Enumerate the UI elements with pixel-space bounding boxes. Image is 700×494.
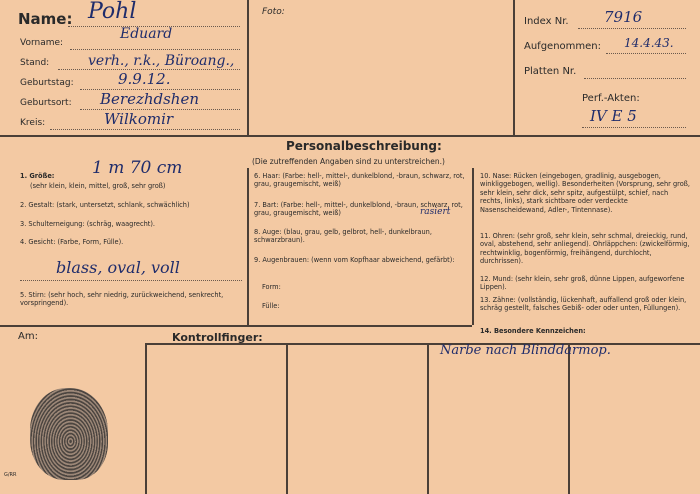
header-bottom-line — [0, 135, 700, 137]
kontrollfinger-label: Kontrollfinger: — [172, 331, 263, 344]
kennzeichen-label: 14. Besondere Kennzeichen: — [480, 327, 586, 335]
kreis-value: Wilkomir — [104, 110, 174, 128]
finger-div-4 — [568, 343, 570, 494]
gesicht-value: blass, oval, voll — [56, 258, 180, 277]
stirn-text: 5. Stirn: (sehr hoch, sehr niedrig, zurückweichend, senkrecht, vorspringend). — [20, 291, 224, 308]
groesse-label: 1. Größe: — [20, 172, 55, 180]
col-divider-1 — [247, 168, 249, 325]
name-value: Pohl — [88, 0, 137, 24]
fingerprint-image — [30, 388, 108, 480]
aufgenommen-line — [606, 53, 686, 54]
section-subtitle: (Die zutreffenden Angaben sind zu unterstreichen.) — [252, 157, 445, 166]
index-label: Index Nr. — [524, 16, 569, 27]
stand-value: verh., r.k., Büroang., — [88, 53, 235, 69]
aufgenommen-label: Aufgenommen: — [524, 41, 601, 52]
stand-label: Stand: — [20, 58, 50, 68]
groesse-options: (sehr klein, klein, mittel, groß, sehr groß) — [30, 182, 166, 190]
finger-div-3 — [427, 343, 429, 494]
form-label: Form: — [262, 283, 281, 291]
kennzeichen-value: Narbe nach Blinddarmop. — [440, 343, 611, 358]
geburtsort-label: Geburtsort: — [20, 98, 72, 108]
ohren-text: 11. Ohren: (sehr groß, sehr klein, sehr schmal, dreieckig, rund, oval, abstehend, sehr anliegend). Ohrläppchen: (zwickelförmig, rechtwinklig, bogenförmig, freihängend, durchlocht, durchrissen). — [480, 232, 690, 266]
schulterneigung-text: 3. Schulterneigung: (schräg, waagrecht). — [20, 220, 156, 228]
col-divider-2 — [472, 168, 474, 325]
pers-akten-line — [582, 127, 686, 128]
groesse-value: 1 m 70 cm — [92, 158, 183, 178]
name-label: Name: — [18, 10, 73, 28]
mund-text: 12. Mund: (sehr klein, sehr groß, dünne Lippen, aufgeworfene Lippen). — [480, 275, 685, 292]
pers-akten-label: Perf.-Akten: — [582, 93, 640, 104]
index-value: 7916 — [604, 8, 643, 26]
pers-akten-value: IV E 5 — [590, 107, 637, 125]
gestalt-text: 2. Gestalt: (stark, untersetzt, schlank, schwächlich) — [20, 201, 190, 209]
finger-div-1 — [145, 343, 147, 494]
kreis-line — [50, 129, 240, 130]
index-line — [578, 28, 686, 29]
geburtsort-value: Berezhdshen — [100, 90, 200, 108]
section-title: Personalbeschreibung: — [286, 139, 442, 153]
nase-text: 10. Nase: Rücken (eingebogen, gradlinig, ausgebogen, winkliggebogen, wellig). Besonderheiten (Vorsprung, sehr groß, sehr klein, sehr dick, sehr spitz, aufgestülpt, schief, nach rechts, links), stark sichtbare oder verdeckte Nasenscheidewand, Adler-, Tintennase). — [480, 172, 690, 214]
platten-line — [584, 78, 686, 79]
body-bottom-line — [0, 325, 472, 327]
platten-label: Platten Nr. — [524, 66, 577, 77]
top-divider-right — [513, 0, 515, 136]
auge-text: 8. Auge: (blau, grau, gelb, gelbrot, hell-, dunkelbraun, schwarzbraun). — [254, 228, 432, 245]
form-code: G/RR — [4, 472, 17, 478]
vorname-label: Vorname: — [20, 38, 64, 48]
fuelle-label: Fülle: — [262, 302, 280, 310]
aufgenommen-value: 14.4.43. — [624, 36, 674, 50]
gesicht-text: 4. Gesicht: (Farbe, Form, Fülle). — [20, 238, 124, 246]
geburtstag-value: 9.9.12. — [118, 70, 171, 88]
kreis-label: Kreis: — [20, 118, 46, 128]
top-divider-left — [247, 0, 249, 136]
bart-value: rasiert — [420, 207, 451, 217]
vorname-value: Eduard — [120, 26, 173, 42]
haar-text: 6. Haar: (Farbe: hell-, mittel-, dunkelblond, -braun, schwarz, rot, grau, graugemischt, weiß) — [254, 172, 465, 189]
augenbrauen-text: 9. Augenbrauen: (wenn vom Kopfhaar abweichend, gefärbt): — [254, 256, 455, 264]
vorname-line — [70, 49, 240, 50]
bart-text: 7. Bart: (Farbe: hell-, mittel-, dunkelblond, -braun, schwarz, rot, grau, graugemischt, weiß) — [254, 201, 463, 218]
zaehne-text: 13. Zähne: (vollständig, lückenhaft, auffallend groß oder klein, schräg gestellt, falsches Gebiß- oder oder unten, Füllungen). — [480, 296, 687, 313]
gesicht-line — [20, 280, 242, 281]
foto-label: Foto: — [262, 7, 285, 17]
geburtstag-label: Geburtstag: — [20, 78, 74, 88]
am-label: Am: — [18, 331, 38, 342]
finger-div-2 — [286, 343, 288, 494]
